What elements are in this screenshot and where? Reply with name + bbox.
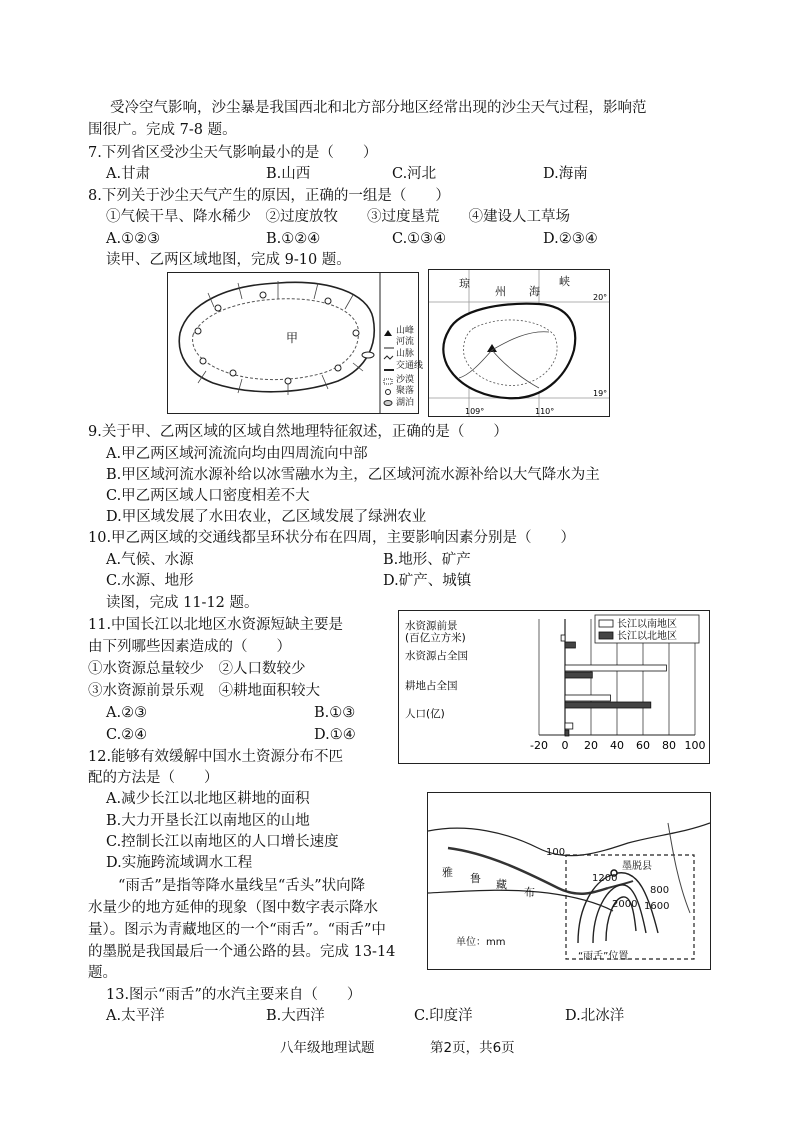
category-label: (百亿立方米)	[405, 632, 466, 644]
q11-stem-2: 由下列哪些因素造成的（ ）	[88, 639, 291, 655]
q13-stem: 13.图示“雨舌”的水汽主要来自（ ）	[106, 987, 362, 1003]
x-tick-label: 0	[561, 739, 569, 752]
category-label: 耕地占全国	[405, 680, 458, 692]
q11-option-a[interactable]: A.②③	[106, 705, 148, 721]
q11-stem-1: 11.中国长江以北地区水资源短缺主要是	[88, 617, 344, 633]
legend-desert: 沙漠	[396, 375, 415, 385]
strait-label-4: 峡	[559, 275, 570, 288]
river-label-4: 布	[524, 886, 535, 899]
x-tick-label: 20	[584, 739, 598, 752]
category-label: 水资源占全国	[405, 650, 468, 662]
q12-stem-2: 配的方法是（ ）	[88, 770, 219, 786]
q9-option-b[interactable]: B.甲区域河流水源补给以冰雪融水为主，乙区域河流水源补给以大气降水为主	[106, 467, 600, 483]
q13-option-b[interactable]: B.大西洋	[266, 1008, 325, 1024]
q7-option-b[interactable]: B.山西	[266, 166, 311, 182]
q8-option-c[interactable]: C.①③④	[392, 231, 447, 247]
isohyet-800: 800	[650, 885, 670, 896]
intro-line-2: 围很广。完成 7-8 题。	[88, 122, 237, 138]
bar	[565, 730, 569, 736]
legend-swatch	[599, 620, 613, 627]
x-tick-label: 80	[662, 739, 676, 752]
strait-label-2: 州	[495, 285, 506, 298]
bar	[565, 642, 575, 648]
q9-option-d[interactable]: D.甲区域发展了水田农业，乙区域发展了绿洲农业	[106, 509, 427, 525]
read-1112: 读图，完成 11-12 题。	[106, 595, 259, 611]
map-yi	[428, 269, 610, 417]
q7-option-a[interactable]: A.甘肃	[106, 166, 151, 182]
q7-option-d[interactable]: D.海南	[543, 166, 588, 182]
q9-stem: 9.关于甲、乙两区域的区域自然地理特征叙述，正确的是（ ）	[88, 424, 508, 440]
q13-option-c[interactable]: C.印度洋	[414, 1008, 473, 1024]
q12-option-c[interactable]: C.控制长江以南地区的人口增长速度	[106, 834, 339, 850]
water-land-chart	[398, 610, 710, 764]
q8-option-d[interactable]: D.②③④	[543, 231, 598, 247]
q11-statements-2: ③水资源前景乐观 ④耕地面积较大	[88, 683, 320, 699]
category-label: 人口(亿)	[405, 708, 445, 720]
isohyet-100: 100	[546, 847, 566, 858]
bar	[565, 702, 651, 708]
q10-option-c[interactable]: C.水源、地形	[106, 573, 194, 589]
q9-option-c[interactable]: C.甲乙两区域人口密度相差不大	[106, 488, 310, 504]
map-jia-label: 甲	[286, 331, 299, 345]
yushe-line-5: 题。	[88, 965, 117, 981]
q12-option-b[interactable]: B.大力开垦长江以南地区的山地	[106, 813, 310, 829]
legend-road: 交通线	[396, 361, 424, 371]
isohyet-2000: 2000	[612, 899, 638, 910]
yushe-line-4: 的墨脱是我国最后一个通公路的县。完成 13-14	[88, 944, 396, 960]
q7-option-c[interactable]: C.河北	[392, 166, 437, 182]
legend-label: 长江以北地区	[617, 631, 677, 642]
x-tick-label: 100	[684, 739, 706, 752]
x-tick-label: 60	[636, 739, 650, 752]
bar	[565, 672, 592, 678]
legend-swatch	[599, 632, 613, 639]
bar	[565, 723, 573, 729]
yushe-line-3: 量）。图示为青藏地区的一个“雨舌”。“雨舌”中	[88, 922, 386, 938]
river-label-3: 藏	[496, 878, 507, 891]
q11-option-d[interactable]: D.①④	[314, 727, 356, 743]
x-tick-label: -20	[530, 739, 548, 752]
unit-label: 单位：mm	[456, 937, 506, 948]
q11-option-b[interactable]: B.①③	[314, 705, 356, 721]
bar	[565, 665, 666, 671]
q11-statements-1: ①水资源总量较少 ②人口数较少	[88, 661, 306, 677]
bar	[565, 695, 611, 701]
q12-option-a[interactable]: A.减少长江以北地区耕地的面积	[106, 791, 310, 807]
legend-lake: 湖泊	[396, 398, 415, 408]
q8-stem: 8.下列关于沙尘天气产生的原因，正确的一组是（ ）	[88, 188, 450, 204]
intro-line-1: 受冷空气影响，沙尘暴是我国西北和北方部分地区经常出现的沙尘天气过程，影响范	[110, 100, 647, 116]
strait-label-3: 海	[529, 285, 540, 298]
yushe-line-2: 水量少的地方延伸的现象（图中数字表示降水	[88, 900, 378, 916]
map-yi-drawing	[429, 270, 609, 416]
q12-stem-1: 12.能够有效缓解中国水土资源分布不匹	[88, 749, 344, 765]
q12-option-d[interactable]: D.实施跨流域调水工程	[106, 855, 253, 871]
x-tick-label: 40	[610, 739, 624, 752]
river-label-2: 鲁	[470, 872, 481, 885]
strait-label-1: 琼	[459, 277, 470, 290]
lon-110: 110°	[535, 407, 555, 416]
q8-statements: ①气候干旱、降水稀少 ②过度放牧 ③过度垦荒 ④建设人工草场	[106, 209, 570, 225]
river-label-1: 雅	[442, 866, 453, 879]
category-label: 水资源前景	[405, 620, 458, 632]
q10-option-d[interactable]: D.矿产、城镇	[383, 573, 472, 589]
legend-settlement: 聚落	[396, 386, 415, 396]
q9-option-a[interactable]: A.甲乙两区域河流流向均由四周流向中部	[106, 446, 368, 462]
footer-page: 第2页，共6页	[430, 1040, 515, 1056]
footer-title: 八年级地理试题	[280, 1040, 375, 1056]
place-motuo: 墨脱县	[622, 861, 652, 872]
q10-stem: 10.甲乙两区域的交通线都呈环状分布在四周，主要影响因素分别是（ ）	[88, 530, 576, 546]
q13-option-d[interactable]: D.北冰洋	[565, 1008, 625, 1024]
q13-option-a[interactable]: A.太平洋	[106, 1008, 165, 1024]
yushe-line-1: “雨舌”是指等降水量线呈“舌头”状向降	[118, 878, 366, 894]
box-label: “雨舌”位置	[578, 951, 629, 962]
map-yushe	[427, 792, 711, 970]
q10-option-b[interactable]: B.地形、矿产	[383, 552, 471, 568]
q11-option-c[interactable]: C.②④	[106, 727, 148, 743]
read-910: 读甲、乙两区域地图，完成 9-10 题。	[106, 252, 351, 268]
map-jia	[167, 272, 424, 414]
chart-svg	[399, 611, 709, 763]
isohyet-1200: 1200	[592, 873, 618, 884]
q10-option-a[interactable]: A.气候、水源	[106, 552, 194, 568]
legend-mountain: 山脉	[396, 349, 415, 359]
q7-stem: 7.下列省区受沙尘天气影响最小的是（ ）	[88, 145, 378, 161]
legend-label: 长江以南地区	[617, 619, 677, 630]
q8-option-a[interactable]: A.①②③	[106, 231, 161, 247]
isohyet-1600: 1600	[644, 901, 670, 912]
lat-20: 20°	[593, 293, 608, 302]
legend-peak: 山峰	[396, 326, 415, 336]
lon-109: 109°	[465, 407, 485, 416]
legend-river: 河流	[396, 337, 415, 347]
lat-19: 19°	[593, 389, 608, 398]
bar	[561, 635, 565, 641]
q8-option-b[interactable]: B.①②④	[266, 231, 321, 247]
